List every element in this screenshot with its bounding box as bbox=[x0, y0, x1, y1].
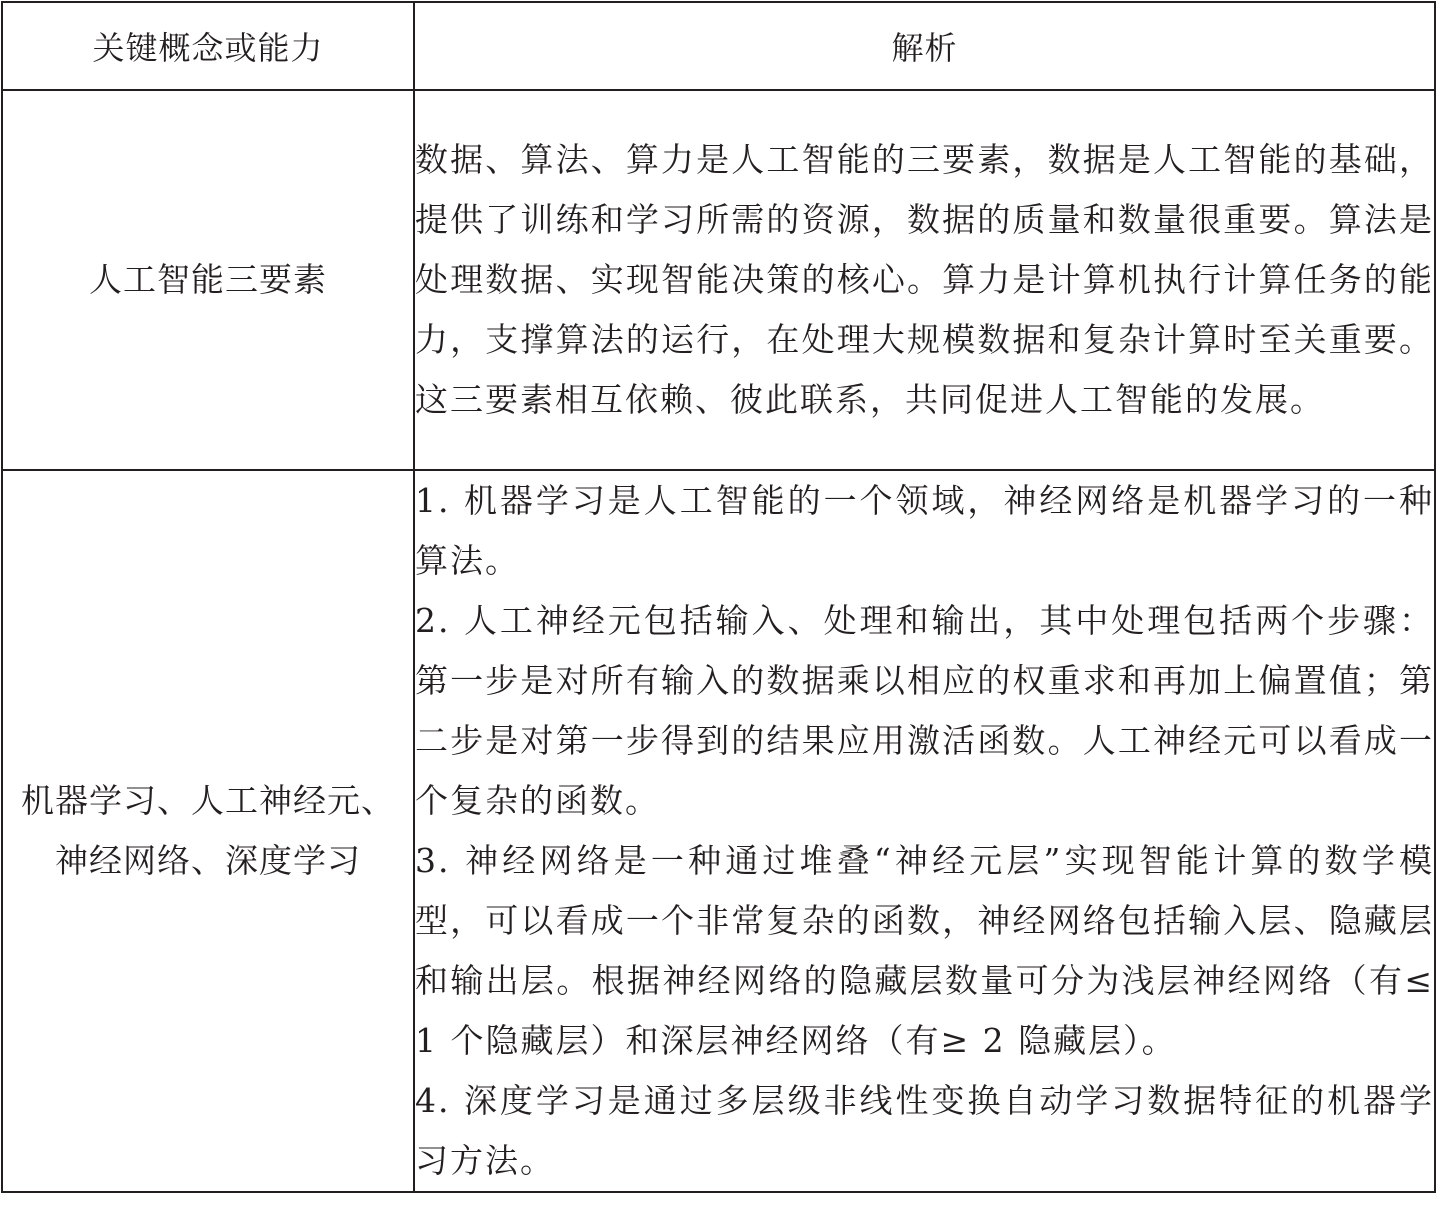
analysis-cell bbox=[414, 90, 1435, 470]
table-row bbox=[2, 470, 1435, 1192]
concept-line: 人工智能三要素 bbox=[89, 260, 327, 299]
header-row bbox=[2, 2, 1435, 90]
analysis-cell bbox=[414, 470, 1435, 1192]
analysis-paragraph: 1. 机器学习是人工智能的一个领域，神经网络是机器学习的一种算法。 bbox=[415, 481, 1434, 580]
analysis-paragraph: 4. 深度学习是通过多层级非线性变换自动学习数据特征的机器学习方法。 bbox=[415, 1081, 1434, 1180]
concept-table bbox=[1, 1, 1436, 1193]
table-row bbox=[2, 90, 1435, 470]
concept-cell bbox=[2, 470, 414, 1192]
analysis-paragraph: 2. 人工神经元包括输入、处理和输出，其中处理包括两个步骤：第一步是对所有输入的数据乘以相应的权重求和再加上偏置值；第二步是对第一步得到的结果应用激活函数。人工神经元可以看成一个复杂的函数。 bbox=[415, 601, 1434, 820]
header-concept: 关键概念或能力 bbox=[2, 2, 414, 90]
analysis-paragraph: 数据、算法、算力是人工智能的三要素，数据是人工智能的基础，提供了训练和学习所需的资源，数据的质量和数量很重要。算法是处理数据、实现智能决策的核心。算力是计算机执行计算任务的能力，支撑算法的运行，在处理大规模数据和复杂计算时至关重要。这三要素相互依赖、彼此联系，共同促进人工智能的发展。 bbox=[415, 140, 1434, 419]
analysis-paragraph: 3. 神经网络是一种通过堆叠“神经元层”实现智能计算的数学模型，可以看成一个非常复杂的函数，神经网络包括输入层、隐藏层和输出层。根据神经网络的隐藏层数量可分为浅层神经网络（有≤ 1 个隐藏层）和深层神经网络（有≥ 2 隐藏层）。 bbox=[415, 841, 1434, 1060]
header-analysis: 解析 bbox=[414, 2, 1435, 90]
concept-cell bbox=[2, 90, 414, 470]
concept-line: 机器学习、人工神经元、 bbox=[21, 781, 395, 820]
concept-line: 神经网络、深度学习 bbox=[55, 841, 361, 880]
